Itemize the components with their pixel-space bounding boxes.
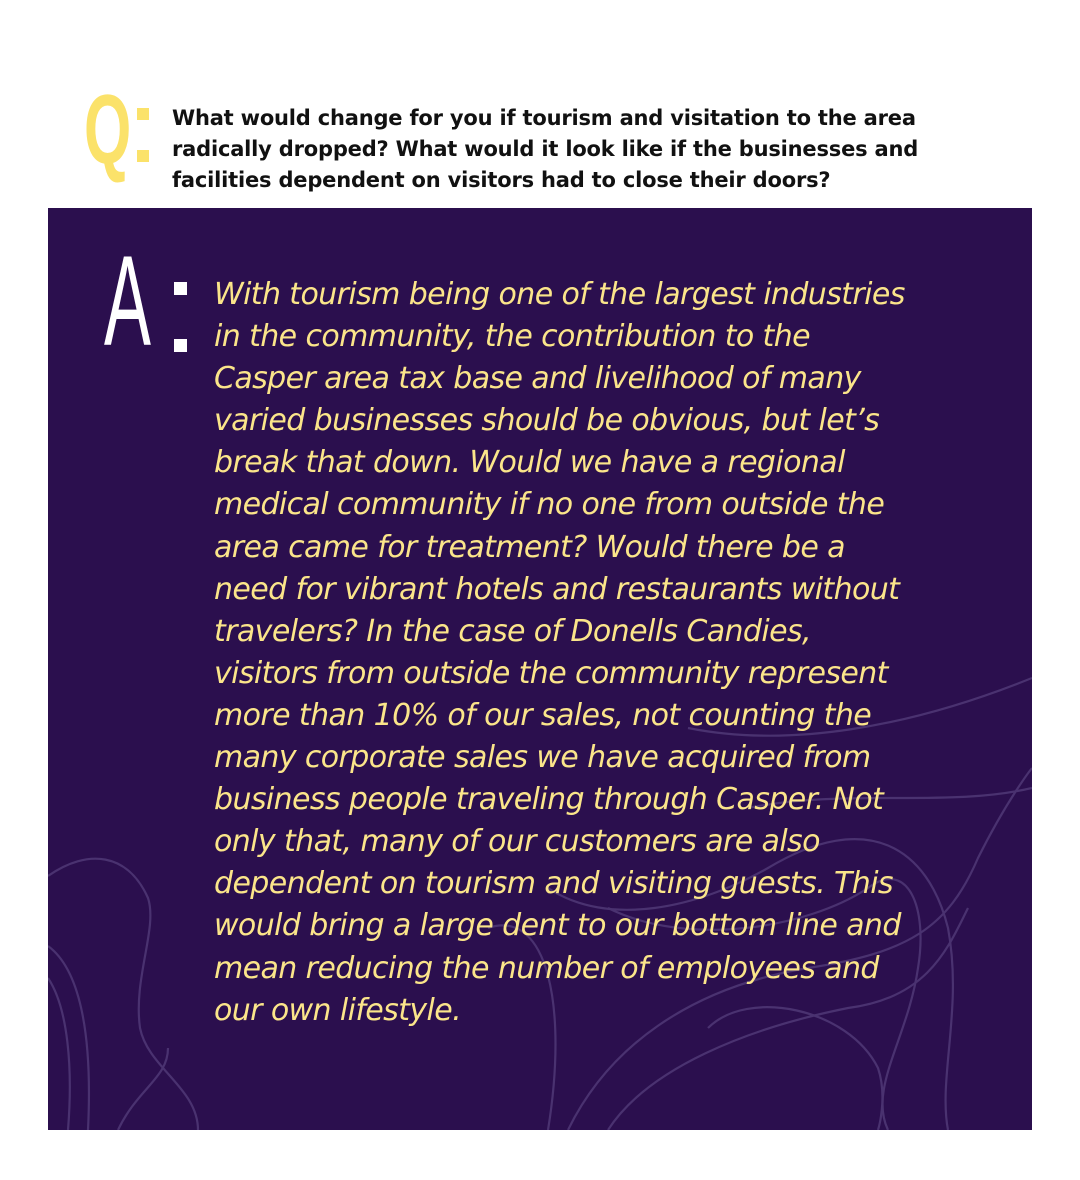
answer-line: Casper area tax base and livelihood of many bbox=[214, 361, 861, 397]
answer-line: visitors from outside the community represent bbox=[214, 655, 888, 691]
answer-text bbox=[214, 274, 994, 1032]
question-line: radically dropped? What would it look like if the businesses and bbox=[172, 137, 919, 161]
answer-line: only that, many of our customers are also bbox=[214, 824, 820, 860]
question-line: facilities dependent on visitors had to close their doors? bbox=[172, 168, 831, 192]
answer-line: in the community, the contribution to the bbox=[214, 319, 810, 355]
answer-line: mean reducing the number of employees and bbox=[214, 950, 879, 986]
answer-line: would bring a large dent to our bottom line and bbox=[214, 908, 901, 944]
answer-line: our own lifestyle. bbox=[214, 992, 462, 1028]
question-text bbox=[172, 103, 1032, 196]
answer-line: need for vibrant hotels and restaurants without bbox=[214, 571, 900, 607]
answer-line: many corporate sales we have acquired from bbox=[214, 740, 871, 776]
q-colon bbox=[137, 108, 149, 162]
answer-line: travelers? In the case of Donells Candies, bbox=[214, 613, 811, 649]
answer-line: business people traveling through Casper. Not bbox=[214, 782, 884, 818]
answer-line: varied businesses should be obvious, but let’s bbox=[214, 403, 880, 439]
a-letter: A bbox=[104, 230, 151, 373]
answer-line: medical community if no one from outside the bbox=[214, 487, 885, 523]
a-colon bbox=[174, 282, 187, 352]
question-line: What would change for you if tourism and visitation to the area bbox=[172, 106, 916, 130]
answer-panel bbox=[48, 208, 1032, 1130]
answer-line: dependent on tourism and visiting guests. This bbox=[214, 866, 893, 902]
answer-line: more than 10% of our sales, not counting the bbox=[214, 697, 872, 733]
answer-line: With tourism being one of the largest industries bbox=[214, 277, 905, 312]
answer-line: area came for treatment? Would there be a bbox=[214, 529, 845, 565]
answer-line: break that down. Would we have a regional bbox=[214, 445, 845, 481]
q-letter: Q bbox=[84, 74, 132, 184]
